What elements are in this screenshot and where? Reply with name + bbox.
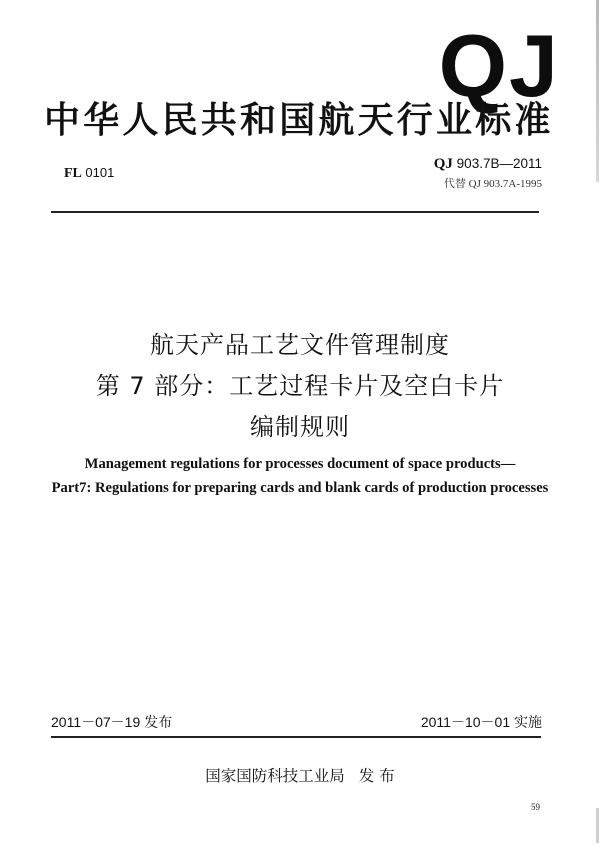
standard-category-title: 中华人民共和国航天行业标准 [44, 100, 554, 141]
header-divider [51, 211, 539, 213]
standard-number [380, 156, 542, 173]
issuer-line [0, 764, 600, 786]
cn-title-line-2: 第 7 部分：工艺过程卡片及空白卡片 [95, 372, 505, 400]
classification-number: 0101 [85, 165, 115, 180]
qj-logo: QJ [438, 16, 560, 115]
issuer-action: 发 布 [358, 767, 395, 785]
classification-prefix: FL [64, 166, 82, 181]
en-title-line-1: Management regulations for processes document of space products— [84, 456, 516, 472]
footer-divider [51, 736, 541, 738]
page-number: 59 [531, 802, 540, 812]
standard-number-prefix: QJ [433, 156, 453, 172]
issuer-name: 国家国防科技工业局 [205, 767, 345, 785]
classification-code [64, 165, 114, 182]
replaces-standard: 代替 QJ 903.7A-1995 [443, 178, 542, 190]
issue-date: 2011－07－19 发布 [51, 714, 173, 730]
effective-date: 2011－10－01 实施 [420, 714, 542, 730]
scan-edge-artifact [596, 0, 599, 182]
standard-number-value: 903.7B—2011 [456, 156, 542, 171]
en-title-line-2: Part7: Regulations for preparing cards and blank cards of production processes [51, 480, 549, 496]
cn-title-line-3: 编制规则 [250, 413, 350, 441]
scan-edge-artifact [596, 808, 599, 843]
cn-title-line-1: 航天产品工艺文件管理制度 [150, 331, 450, 359]
